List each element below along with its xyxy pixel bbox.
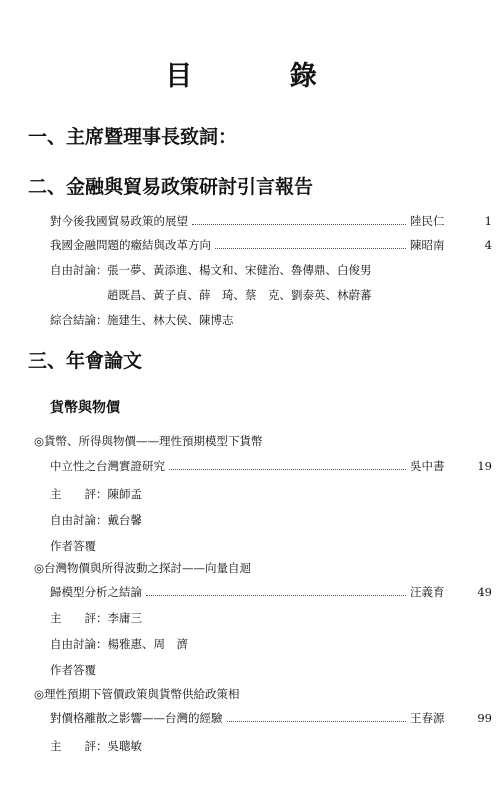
section-heading-3: 三、年會論文 [28, 350, 143, 372]
section-heading-2: 二、金融與貿易政策研討引言報告 [28, 176, 314, 198]
commentator: 主 評：陳師孟 [50, 487, 142, 501]
dot-leader [215, 247, 406, 249]
toc-entry[interactable] [50, 237, 492, 253]
toc-entry[interactable] [50, 584, 492, 600]
entry-author: 吳中書 [410, 459, 445, 473]
dot-leader [227, 720, 407, 722]
discussion-names-line-2: 趙既昌、黃子貞、薛 琦、蔡 克、劉泰英、林蔚蕃 [107, 288, 372, 302]
entry-title: 我國金融問題的癥結與改革方向 [50, 238, 211, 252]
paper-title-line-1: ◎理性預期下管價政策與貨幣供給政策相 [34, 687, 240, 701]
dot-leader [192, 223, 406, 225]
entry-author: 汪義育 [410, 585, 445, 599]
entry-author: 陸民仁 [410, 214, 445, 228]
entry-title: 對今後我國貿易政策的展望 [50, 214, 188, 228]
paper-title-line-1: ◎貨幣、所得與物價——理性預期模型下貨幣 [34, 434, 263, 448]
toc-entry[interactable] [50, 710, 492, 726]
entry-page: 19 [477, 459, 492, 473]
section-heading-1: 一、主席暨理事長致詞： [28, 126, 238, 148]
commentator: 主 評：李庸三 [50, 611, 142, 625]
toc-entry[interactable] [50, 458, 492, 474]
author-reply: 作者答覆 [50, 663, 96, 677]
summary-label: 綜合結論： [50, 313, 108, 327]
paper-title-line-2: 中立性之台灣實證研究 [50, 459, 165, 473]
paper-title-line-1: ◎台灣物價與所得波動之探討——向量自迴 [34, 561, 252, 575]
discussion-label: 自由討論： [50, 263, 108, 277]
toc-entry[interactable] [50, 213, 492, 229]
entry-page: 49 [477, 585, 492, 599]
discussion: 自由討論：楊雅惠、周 濟 [50, 637, 188, 651]
entry-author: 王春源 [410, 711, 445, 725]
entry-page: 1 [484, 214, 492, 228]
entry-page: 99 [477, 711, 492, 725]
subsection-heading: 貨幣與物價 [50, 400, 120, 416]
entry-author: 陳昭南 [410, 238, 445, 252]
commentator: 主 評：吳聰敏 [50, 739, 142, 753]
paper-title-line-2: 歸模型分析之結論 [50, 585, 142, 599]
dot-leader [169, 468, 406, 470]
author-reply: 作者答覆 [50, 539, 96, 553]
paper-title-line-2: 對價格離散之影響——台灣的經驗 [50, 711, 223, 725]
discussion-names-line-1: 張一夢、黃添進、楊文和、宋健治、魯傳鼎、白俊男 [107, 263, 372, 277]
entry-page: 4 [484, 238, 492, 252]
dot-leader [146, 594, 406, 596]
summary-names: 施建生、林大侯、陳博志 [107, 313, 234, 327]
discussion: 自由討論：戴台馨 [50, 513, 142, 527]
page-title: 目 錄 [165, 61, 361, 92]
